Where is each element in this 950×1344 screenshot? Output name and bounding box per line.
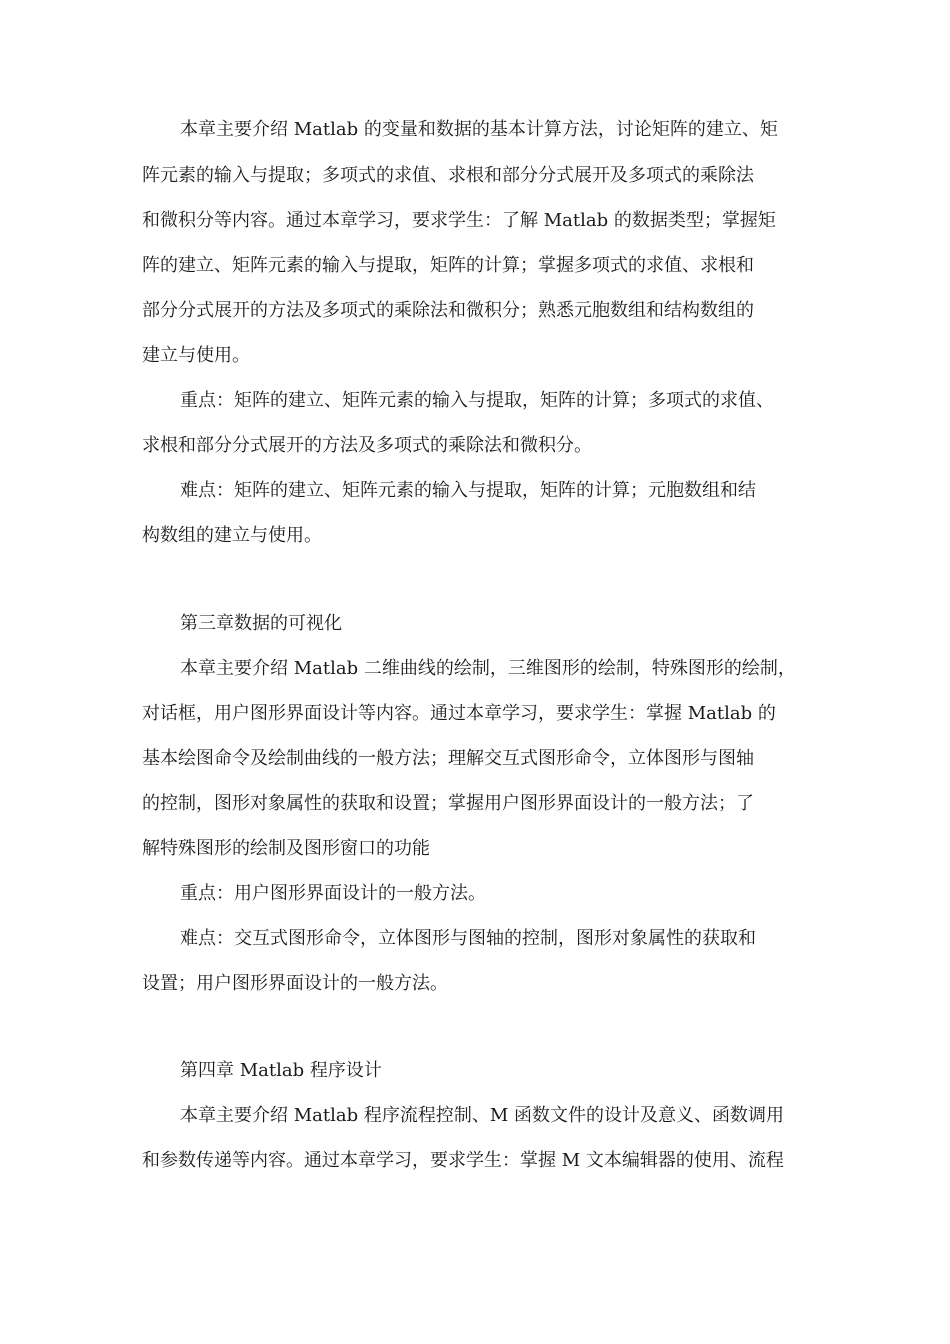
ch2-key-points-line-1: 重点：矩阵的建立、矩阵元素的输入与提取，矩阵的计算；多项式的求值、 bbox=[180, 390, 774, 411]
ch3-intro-line-2: 对话框，用户图形界面设计等内容。通过本章学习，要求学生：掌握 Matlab 的 bbox=[142, 703, 776, 724]
ch2-intro-line-3: 和微积分等内容。通过本章学习，要求学生：了解 Matlab 的数据类型；掌握矩 bbox=[142, 210, 776, 231]
ch3-heading: 第三章数据的可视化 bbox=[180, 613, 342, 634]
ch3-intro-line-1: 本章主要介绍 Matlab 二维曲线的绘制，三维图形的绘制，特殊图形的绘制， bbox=[180, 658, 796, 679]
ch4-heading: 第四章 Matlab 程序设计 bbox=[180, 1060, 382, 1081]
ch3-intro-line-5: 解特殊图形的绘制及图形窗口的功能 bbox=[142, 838, 430, 859]
ch2-intro-line-1: 本章主要介绍 Matlab 的变量和数据的基本计算方法，讨论矩阵的建立、矩 bbox=[180, 119, 778, 140]
ch2-intro-line-2: 阵元素的输入与提取；多项式的求值、求根和部分分式展开及多项式的乘除法 bbox=[142, 165, 754, 186]
ch2-key-points-line-2: 求根和部分分式展开的方法及多项式的乘除法和微积分。 bbox=[142, 435, 592, 456]
ch2-difficulties-line-2: 构数组的建立与使用。 bbox=[142, 525, 322, 546]
ch3-difficulties-line-2: 设置；用户图形界面设计的一般方法。 bbox=[142, 973, 448, 994]
ch3-intro-line-4: 的控制，图形对象属性的获取和设置；掌握用户图形界面设计的一般方法；了 bbox=[142, 793, 754, 814]
ch3-intro-line-3: 基本绘图命令及绘制曲线的一般方法；理解交互式图形命令，立体图形与图轴 bbox=[142, 748, 754, 769]
ch2-difficulties-line-1: 难点：矩阵的建立、矩阵元素的输入与提取，矩阵的计算；元胞数组和结 bbox=[180, 480, 756, 501]
ch2-intro-line-5: 部分分式展开的方法及多项式的乘除法和微积分；熟悉元胞数组和结构数组的 bbox=[142, 300, 754, 321]
ch2-intro-line-6: 建立与使用。 bbox=[142, 345, 250, 366]
ch3-key-points-line-1: 重点：用户图形界面设计的一般方法。 bbox=[180, 883, 486, 904]
ch2-intro-line-4: 阵的建立、矩阵元素的输入与提取，矩阵的计算；掌握多项式的求值、求根和 bbox=[142, 255, 754, 276]
ch3-difficulties-line-1: 难点：交互式图形命令，立体图形与图轴的控制，图形对象属性的获取和 bbox=[180, 928, 756, 949]
ch4-intro-line-1: 本章主要介绍 Matlab 程序流程控制、M 函数文件的设计及意义、函数调用 bbox=[180, 1105, 784, 1126]
ch4-intro-line-2: 和参数传递等内容。通过本章学习，要求学生：掌握 M 文本编辑器的使用、流程 bbox=[142, 1150, 784, 1171]
